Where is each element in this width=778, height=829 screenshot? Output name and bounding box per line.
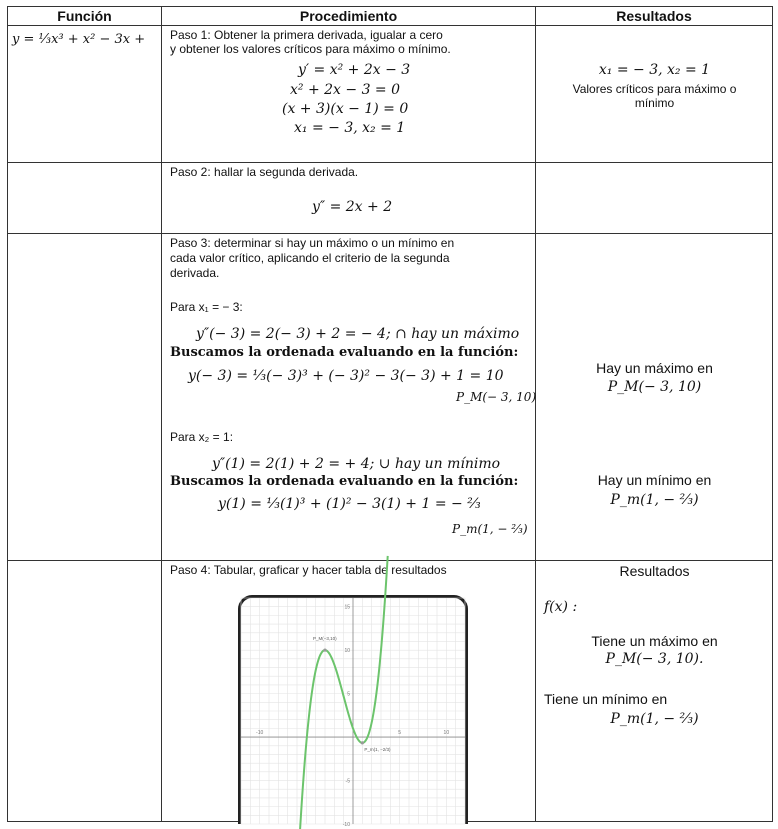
- paso3-eq-eval-x1: y(− 3) = ⅓(− 3)³ + (− 3)² − 3(− 3) + 1 = 10: [188, 368, 504, 384]
- paso4-fx-label: f(x) :: [544, 599, 578, 615]
- x-tick-label: 5: [398, 730, 402, 737]
- paso4-results-title: Resultados: [619, 563, 690, 579]
- paso2-eq: y″ = 2x + 2: [312, 199, 393, 215]
- paso3-point-min: P_m(1, − ⅔): [452, 522, 528, 536]
- paso4-max-text: Tiene un máximo en: [591, 633, 718, 649]
- paso1-eq-zero: x² + 2x − 3 = 0: [290, 82, 401, 98]
- y-tick-label: -10: [342, 822, 350, 828]
- point-annotation: P_M(−3,10): [313, 636, 337, 642]
- paso3-result-min-point: P_m(1, − ⅔): [610, 492, 699, 508]
- function-graph: [241, 598, 465, 828]
- paso3-eq-second-deriv-x1: y″(− 3) = 2(− 3) + 2 = − 4; ∩ hay un máximo: [196, 326, 520, 342]
- paso3-title-line2: cada valor crítico, aplicando el criterio de la segunda: [170, 251, 450, 265]
- paso1-result-text1: Valores críticos para máximo o: [572, 82, 737, 96]
- y-tick-label: 15: [344, 604, 350, 611]
- paso3-result-max-point: P_M(− 3, 10): [607, 379, 702, 395]
- results-table: [7, 6, 773, 828]
- paso3-eq-second-deriv-x2: y″(1) = 2(1) + 2 = + 4; ∪ hay un mínimo: [212, 456, 501, 472]
- paso3-search-ordinate-2: Buscamos la ordenada evaluando en la función:: [170, 474, 519, 489]
- paso1-title-line1: Paso 1: Obtener la primera derivada, igualar a cero: [170, 28, 443, 42]
- x-tick-label: 10: [443, 730, 450, 737]
- paso4-min-text: Tiene un mínimo en: [544, 691, 668, 707]
- graph-frame: [238, 595, 468, 828]
- paso3-para-x2: Para x₂ = 1:: [170, 430, 234, 444]
- paso3-point-max: P_M(− 3, 10): [456, 390, 537, 404]
- paso4-max-point: P_M(− 3, 10).: [605, 651, 704, 667]
- paso1-eq-roots: x₁ = − 3, x₂ = 1: [294, 120, 406, 136]
- paso4-min-point: P_m(1, − ⅔): [610, 711, 699, 727]
- y-tick-label: 10: [344, 648, 350, 655]
- paso1-eq-derivative: y′ = x² + 2x − 3: [298, 62, 411, 78]
- header-resultados: Resultados: [536, 7, 773, 26]
- paso3-para-x1: Para x₁ = − 3:: [170, 300, 243, 314]
- y-tick-label: 5: [347, 691, 350, 698]
- header-procedimiento: Procedimiento: [162, 7, 536, 26]
- paso3-search-ordinate-1: Buscamos la ordenada evaluando en la función:: [170, 345, 519, 360]
- x-tick-label: -10: [256, 730, 264, 737]
- paso1-result-text2: mínimo: [634, 96, 675, 110]
- y-tick-label: -5: [345, 778, 350, 785]
- paso2-title: Paso 2: hallar la segunda derivada.: [170, 165, 359, 179]
- critical-point: [361, 741, 364, 744]
- critical-point: [323, 649, 326, 652]
- paso3-eq-eval-x2: y(1) = ⅓(1)³ + (1)² − 3(1) + 1 = − ⅔: [218, 496, 481, 512]
- paso3-title-line3: derivada.: [170, 266, 220, 280]
- paso3-result-min-text: Hay un mínimo en: [597, 472, 712, 488]
- header-funcion: Función: [8, 7, 162, 26]
- function-expression: y = ⅓x³ + x² − 3x +: [12, 32, 146, 47]
- paso3-title-line1: Paso 3: determinar si hay un máximo o un mínimo en: [170, 236, 455, 250]
- function-curve: [298, 556, 388, 829]
- paso1-title-line2: y obtener los valores críticos para máximo o mínimo.: [170, 42, 451, 56]
- paso4-title: Paso 4: Tabular, graficar y hacer tabla de resultados: [170, 563, 447, 577]
- paso1-eq-factored: (x + 3)(x − 1) = 0: [282, 101, 409, 117]
- paso1-result-roots: x₁ = − 3, x₂ = 1: [598, 62, 711, 78]
- point-annotation: P_m(1, −2/3): [364, 746, 391, 752]
- paso3-result-max-text: Hay un máximo en: [596, 360, 713, 376]
